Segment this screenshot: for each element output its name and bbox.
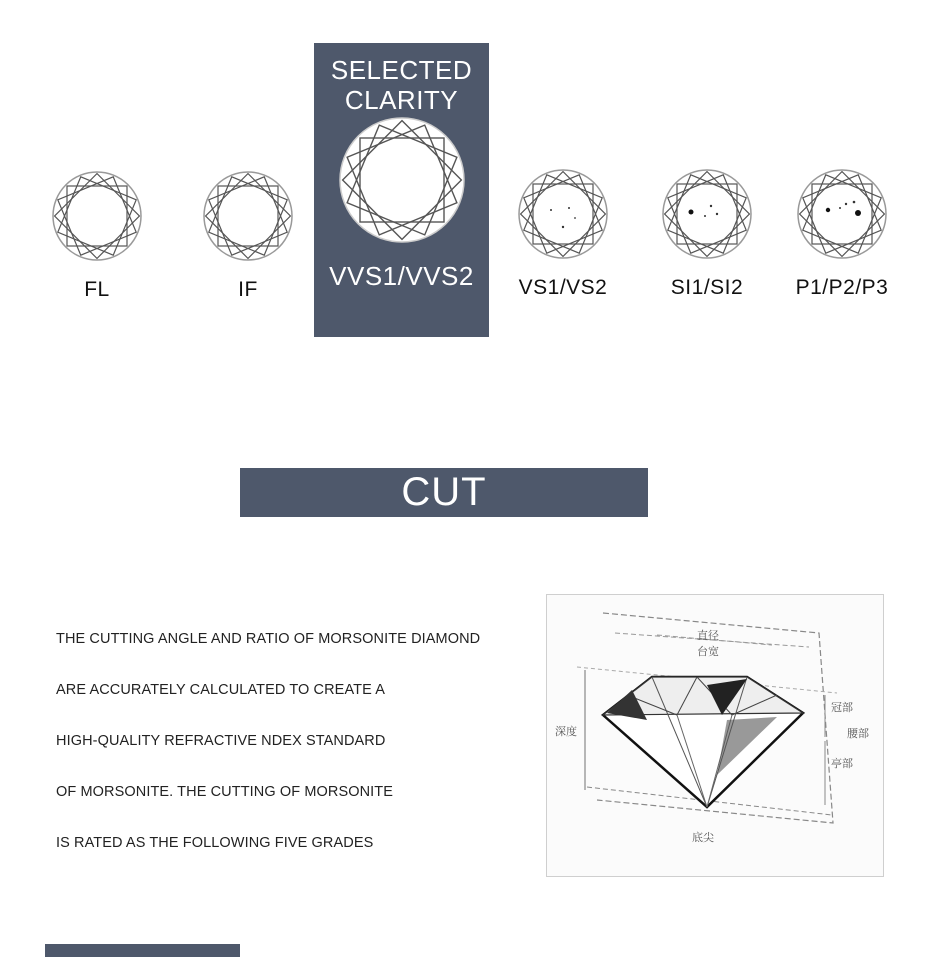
grade-label: P1/P2/P3 — [795, 276, 889, 299]
diamond-top-icon — [202, 170, 294, 262]
grade-label: IF — [238, 278, 258, 301]
selected-title-line2: CLARITY — [344, 85, 459, 115]
grade-vs — [498, 168, 628, 300]
crown-label: 冠部 — [831, 701, 853, 714]
cut-banner: CUT — [240, 468, 648, 517]
diamond-top-icon — [339, 117, 465, 243]
diamond-top-icon — [661, 168, 753, 260]
selected-clarity-panel — [314, 43, 489, 337]
cut-line: THE CUTTING ANGLE AND RATIO OF MORSONITE DIAMOND — [56, 631, 481, 647]
table-label: 台宽 — [697, 645, 719, 658]
diameter-label: 直径 — [697, 629, 719, 642]
grade-fl — [32, 170, 162, 302]
grade-p — [777, 168, 907, 300]
grade-if — [183, 170, 313, 302]
diamond-top-icon — [51, 170, 143, 262]
culet-label: 底尖 — [692, 831, 714, 844]
grade-label: VS1/VS2 — [518, 276, 608, 299]
cut-line: HIGH-QUALITY REFRACTIVE NDEX STANDARD — [56, 733, 386, 749]
next-section-banner — [45, 944, 240, 957]
clarity-scale — [0, 0, 950, 340]
pavilion-label: 亭部 — [831, 757, 853, 770]
grade-label: SI1/SI2 — [670, 276, 744, 299]
diamond-top-icon — [796, 168, 888, 260]
cut-line: ARE ACCURATELY CALCULATED TO CREATE A — [56, 682, 385, 698]
selected-grade-label: VVS1/VVS2 — [329, 261, 474, 291]
cut-proportion-diagram — [546, 594, 884, 877]
cut-line: OF MORSONITE. THE CUTTING OF MORSONITE — [56, 784, 394, 800]
selected-title-line1: SELECTED — [330, 55, 473, 85]
selected-title — [314, 55, 489, 115]
cut-line: IS RATED AS THE FOLLOWING FIVE GRADES — [56, 835, 374, 851]
diamond-top-icon — [517, 168, 609, 260]
grade-si — [642, 168, 772, 300]
cut-description — [56, 614, 526, 869]
depth-label: 深度 — [555, 725, 577, 738]
grade-label: FL — [84, 278, 110, 301]
girdle-label: 腰部 — [847, 727, 869, 740]
